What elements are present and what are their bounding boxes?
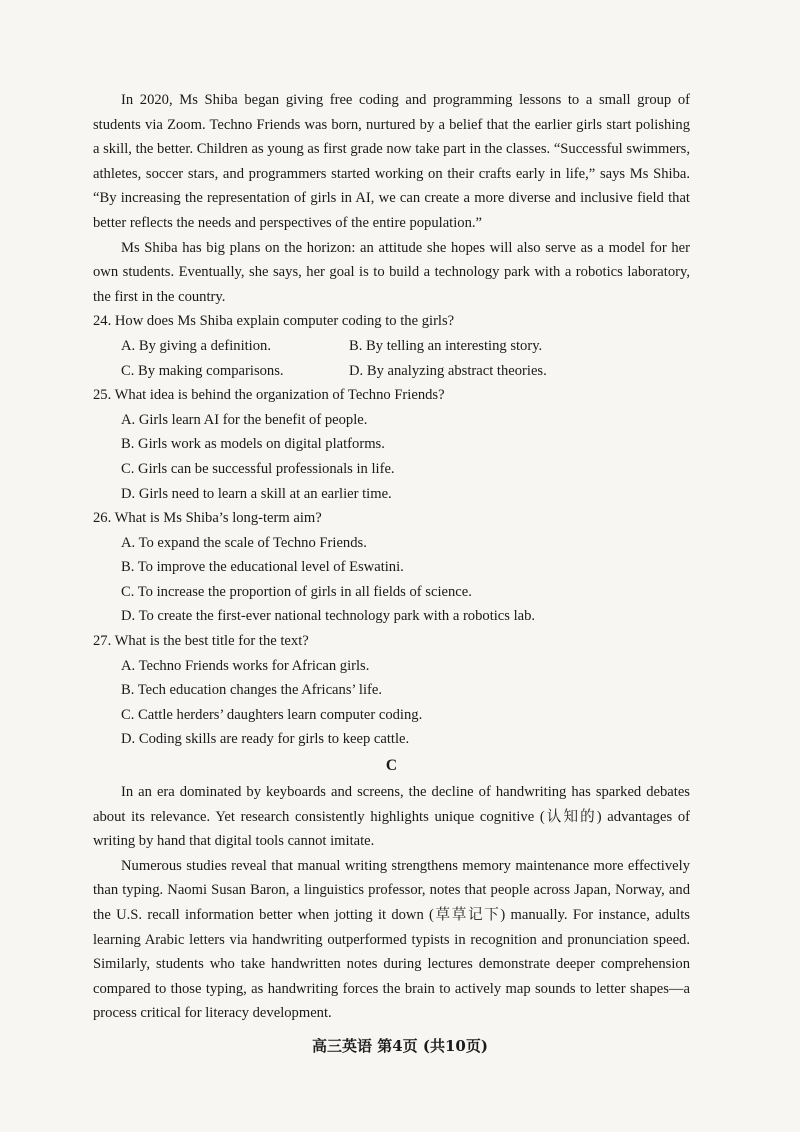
- question-25-option-c: C. Girls can be successful professionals in life.: [121, 460, 395, 477]
- question-25: [93, 383, 690, 506]
- question-25-stem: 25. What idea is behind the organization of Techno Friends?: [93, 387, 445, 404]
- question-27-option-d: D. Coding skills are ready for girls to keep cattle.: [121, 731, 410, 748]
- question-25-option-a: A. Girls learn AI for the benefit of people.: [121, 411, 368, 428]
- question-26-option-a: A. To expand the scale of Techno Friends.: [121, 534, 367, 551]
- passage-c-paragraph-1: In an era dominated by keyboards and screens, the decline of handwriting has sparked debates about its relevance. Yet research consistently highlights unique cognitive (认知的) advantages of writing by hand that digital tools cannot imitate.: [93, 784, 690, 850]
- question-24-stem: 24. How does Ms Shiba explain computer coding to the girls?: [93, 313, 455, 330]
- question-24-options-row-2: [93, 359, 690, 384]
- page-footer: 高三英语 第4页 (共10页): [312, 1037, 488, 1055]
- question-24: [93, 309, 690, 383]
- question-24-option-c: C. By making comparisons.: [121, 362, 284, 379]
- question-27-option-c: C. Cattle herders’ daughters learn computer coding.: [121, 706, 423, 723]
- question-26: [93, 506, 690, 629]
- question-27-option-b: B. Tech education changes the Africans’ life.: [121, 682, 383, 699]
- question-25-option-b: B. Girls work as models on digital platforms.: [121, 436, 385, 453]
- passage-b-paragraph-2: Ms Shiba has big plans on the horizon: an attitude she hopes will also serve as a model for her own students. Eventually, she says, her goal is to build a technology park with a robotics laboratory, the first in the country.: [93, 239, 690, 305]
- passage-b-paragraph-1: In 2020, Ms Shiba began giving free coding and programming lessons to a small group of students via Zoom. Techno Friends was born, nurtured by a belief that the earlier girls start polishing a skill, the better. Children as young as first grade now take part in the classes. “Successful swimmers, athletes, soccer stars, and programmers started working on their crafts early in life,” says Ms Shiba. “By increasing the representation of girls in AI, we can create a more diverse and inclusive field that better reflects the needs and perspectives of the entire population.”: [93, 92, 690, 231]
- question-26-option-c: C. To increase the proportion of girls in all fields of science.: [121, 583, 472, 600]
- question-27: [93, 629, 690, 752]
- question-25-option-d: D. Girls need to learn a skill at an earlier time.: [121, 485, 392, 502]
- question-24-options-row-1: [93, 334, 690, 359]
- question-24-option-b: B. By telling an interesting story.: [349, 337, 543, 354]
- passage-c-paragraph-2: Numerous studies reveal that manual writing strengthens memory maintenance more effectively than typing. Naomi Susan Baron, a linguistics professor, notes that people across Japan, Norway, and the U.S. recall information better when jotting it down (草草记下) manually. For instance, adults learning Arabic letters via handwriting outperformed typists in recognition and pronunciation speed. Similarly, students who take handwritten notes during lectures demonstrate deeper comprehension compared to those typing, as handwriting forces the brain to actively map sounds to letter shapes—a process critical for literacy development.: [93, 857, 690, 1022]
- section-c-heading: C: [385, 757, 398, 775]
- question-27-option-a: A. Techno Friends works for African girls.: [121, 657, 370, 674]
- question-26-option-d: D. To create the first-ever national technology park with a robotics lab.: [121, 608, 536, 625]
- question-26-stem: 26. What is Ms Shiba’s long-term aim?: [93, 510, 322, 527]
- question-24-option-d: D. By analyzing abstract theories.: [349, 362, 547, 379]
- question-26-option-b: B. To improve the educational level of Eswatini.: [121, 559, 404, 576]
- question-24-option-a: A. By giving a definition.: [121, 337, 271, 354]
- question-27-stem: 27. What is the best title for the text?: [93, 633, 309, 650]
